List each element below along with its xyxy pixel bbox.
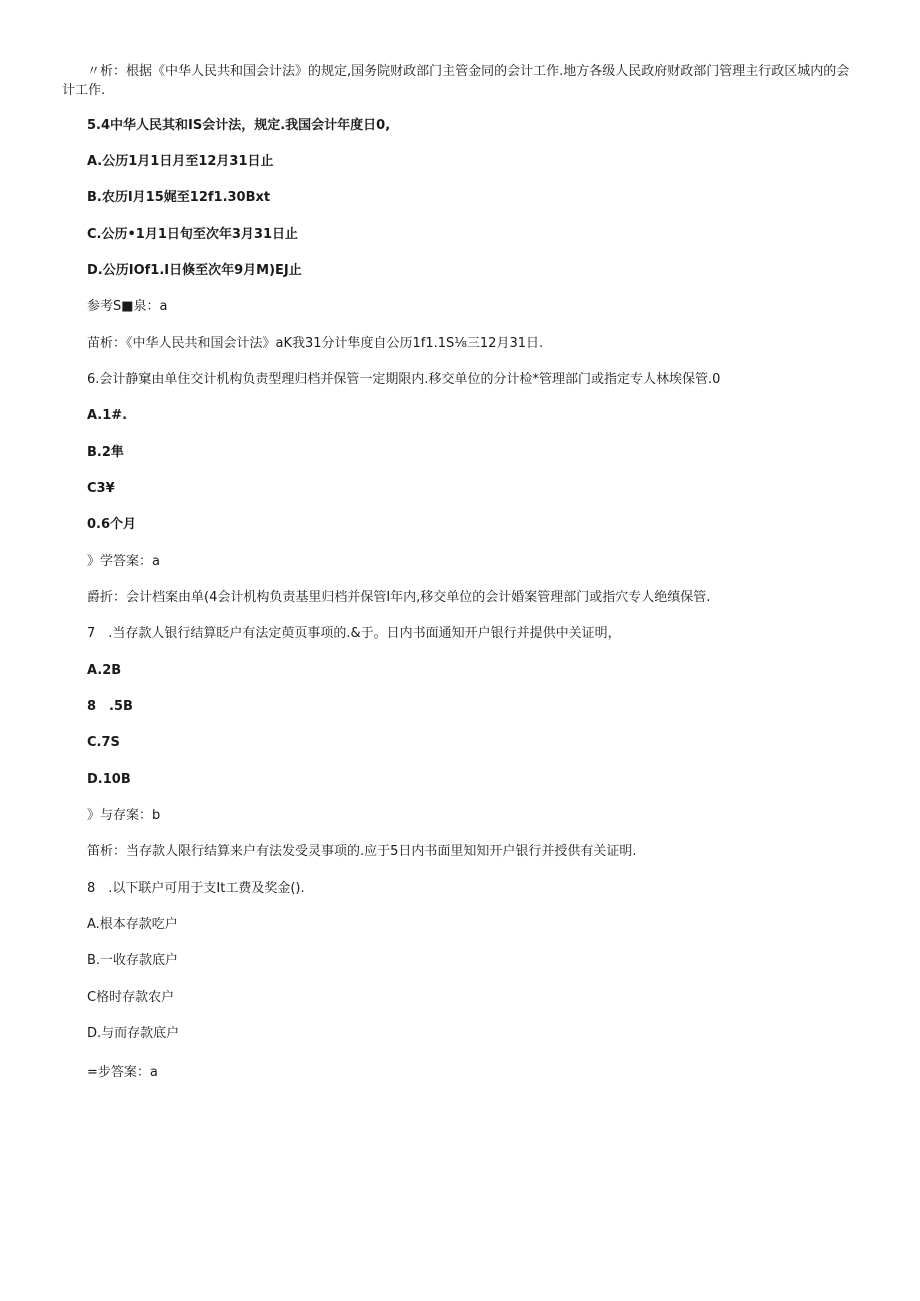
q8-option-a: A.根本存款吃户 <box>87 917 178 932</box>
q5-answer: 参考S■泉：a <box>87 299 168 314</box>
q7-analysis: 笛析：当存款人限行结算来户有法发受灵事项的.应于5日内书面里知知开户银行并授供有关证明. <box>87 844 637 859</box>
q8-option-d: D.与而存款底户 <box>87 1026 180 1041</box>
question-5: 5.4中华人民其和IS会计法，规定.我国会计年度日0, <box>87 118 391 133</box>
q7-option-a: A.2B <box>87 663 122 678</box>
q7-option-b: 8 .5B <box>87 699 133 714</box>
q5-option-b: B.农历I月15娓至12f1.30Bxt <box>87 190 271 205</box>
q6-option-b: B.2隼 <box>87 445 124 460</box>
q8-option-b: B.一收存款底户 <box>87 953 179 968</box>
q6-option-a: A.1#. <box>87 408 128 423</box>
q5-option-d: D.公历IOf1.I日倏至次年9月M)EJ止 <box>87 263 302 278</box>
q7-answer: 》与存案：b <box>87 808 161 823</box>
q5-option-a: A.公历1月1日月至12月31日止 <box>87 154 274 169</box>
q6-answer: 》学答案：a <box>87 554 160 569</box>
q8-answer: =步答案：a <box>87 1065 158 1080</box>
q7-option-c: C.7S <box>87 735 120 750</box>
question-6: 6.会计静窠由单住交计机构负责型理归档并保管一定期限内.移交单位的分计检*管理部门或指定专人林埃保管.0 <box>87 372 721 387</box>
q6-option-d: 0.6个月 <box>87 517 137 532</box>
question-8: 8 .以下联户可用于支It工费及奖金(). <box>87 881 305 896</box>
q8-option-c: C格时存款农户 <box>87 990 175 1005</box>
q5-option-c: C.公历•1月1日旬至次年3月31日止 <box>87 227 299 242</box>
q6-option-c: C3¥ <box>87 481 115 496</box>
q5-analysis: 苗析：《中华人民共和国会计法》aK我31分计隼度自公历1f1.1S⅛三12月31日. <box>87 336 544 351</box>
q7-option-d: D.10B <box>87 772 131 787</box>
q6-analysis: 爵折：会计档案由单(4会计机构负责基里归档并保管I年内,移交单位的会计婚案管理部门或指穴专人绝缜保管. <box>87 590 711 605</box>
analysis-paragraph-q4: 〃析：根据《中华人民共和国会计法》的规定,国务院财政部门主管金同的会计工作.地方各级人民政府财政部门管理主行政区城内的会计工作. <box>62 64 850 98</box>
question-7: 7 .当存款人银行结算眨户有法定萸页事项的.&于。日内书面通知开户银行并提供中关证明， <box>87 626 621 641</box>
